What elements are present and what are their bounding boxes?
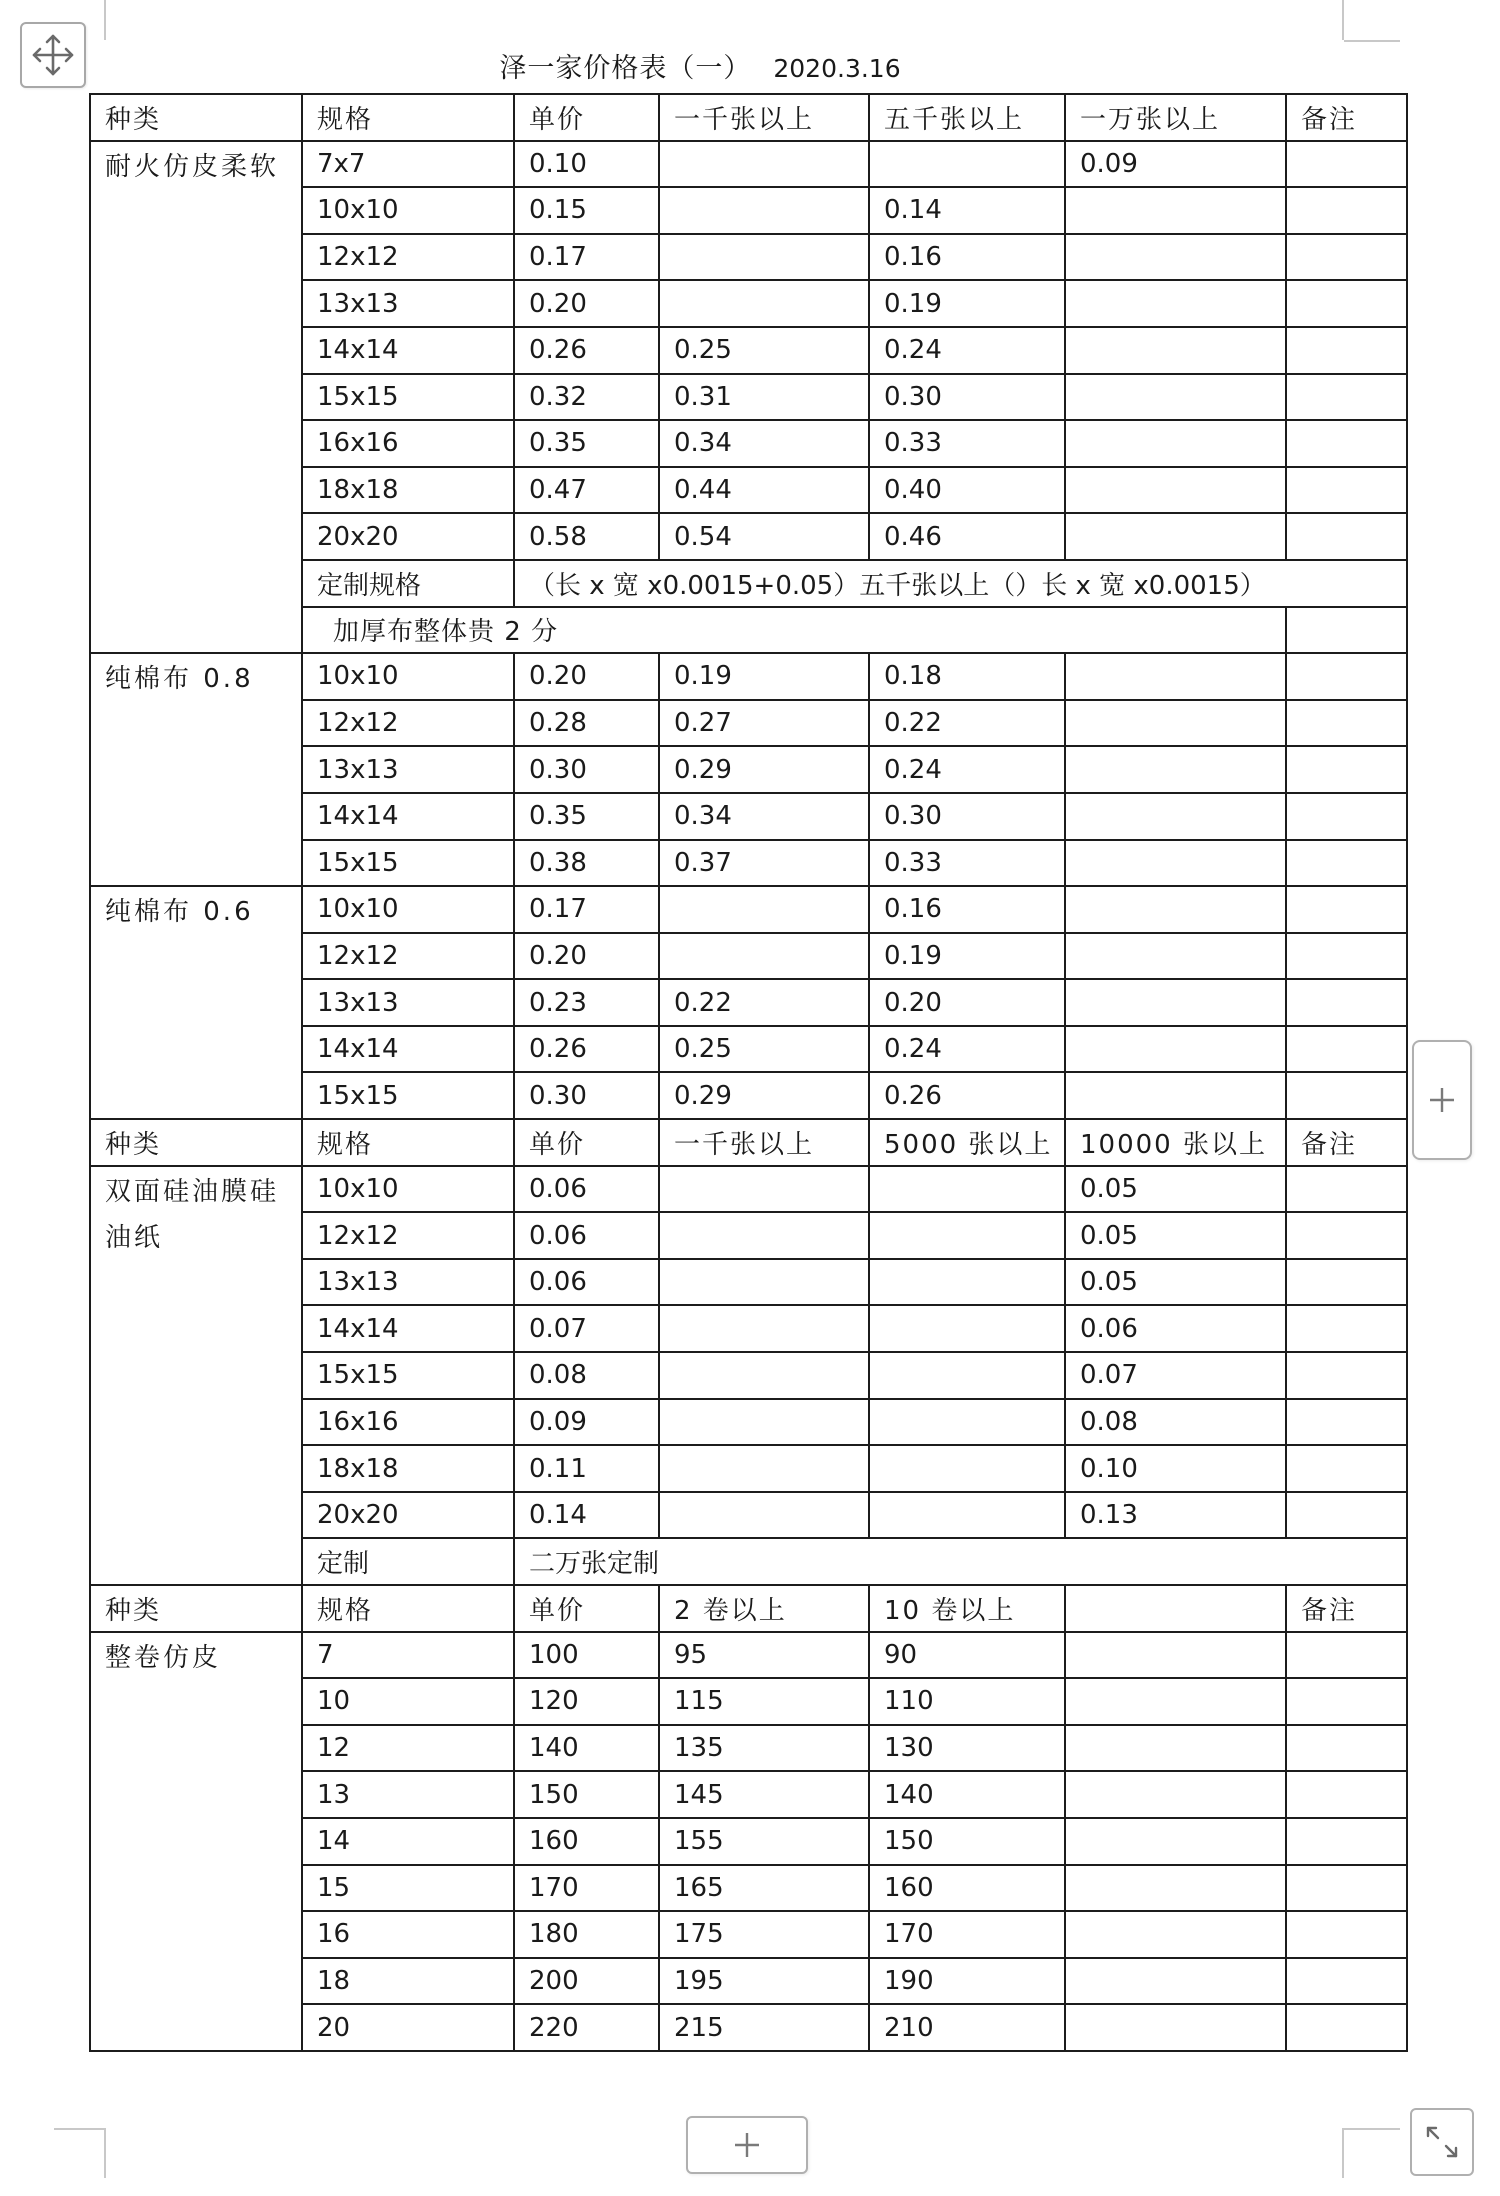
header-cell[interactable]: 10000 张以上: [1065, 1119, 1286, 1166]
table-cell[interactable]: 0.07: [514, 1305, 659, 1352]
table-cell[interactable]: [1286, 1771, 1407, 1818]
header-cell[interactable]: 10 卷以上: [869, 1585, 1065, 1632]
table-cell[interactable]: 12x12: [302, 234, 514, 281]
table-cell[interactable]: [1286, 141, 1407, 188]
crop-mark-bottom-left-v: [104, 2128, 106, 2178]
table-cell[interactable]: 0.05: [1065, 1166, 1286, 1213]
table-cell[interactable]: 140: [869, 1771, 1065, 1818]
table-resize-handle[interactable]: [1410, 2108, 1474, 2176]
table-cell[interactable]: 10x10: [302, 653, 514, 700]
table-cell[interactable]: [1065, 1771, 1286, 1818]
table-cell[interactable]: 0.46: [869, 513, 1065, 560]
table-cell[interactable]: 0.37: [659, 840, 869, 887]
table-cell[interactable]: 195: [659, 1958, 869, 2005]
table-cell[interactable]: [1065, 840, 1286, 887]
table-header-row: [90, 1585, 1407, 1632]
table-cell[interactable]: [1286, 746, 1407, 793]
table-cell[interactable]: 0.29: [659, 746, 869, 793]
table-cell[interactable]: 0.20: [514, 653, 659, 700]
table-cell[interactable]: [1286, 420, 1407, 467]
table-cell[interactable]: 0.22: [869, 700, 1065, 747]
table-cell[interactable]: 7x7: [302, 141, 514, 188]
note-cell[interactable]: 加厚布整体贵 2 分: [302, 607, 1286, 654]
table-cell[interactable]: 0.09: [514, 1399, 659, 1446]
table-cell[interactable]: [1286, 374, 1407, 421]
table-cell[interactable]: [659, 141, 869, 188]
table-cell[interactable]: [659, 1305, 869, 1352]
table-cell[interactable]: [1065, 979, 1286, 1026]
table-cell[interactable]: [869, 1212, 1065, 1259]
document-title: [0, 46, 1400, 85]
table-cell[interactable]: 170: [514, 1865, 659, 1912]
table-cell[interactable]: [1065, 513, 1286, 560]
table-cell[interactable]: 20x20: [302, 513, 514, 560]
table-cell[interactable]: [1065, 327, 1286, 374]
price-table-body: [90, 94, 1407, 2051]
category-cell[interactable]: 纯棉布 0.6: [90, 886, 302, 1119]
table-cell[interactable]: 0.08: [514, 1352, 659, 1399]
table-cell[interactable]: 0.30: [869, 793, 1065, 840]
table-cell[interactable]: 0.19: [869, 280, 1065, 327]
table-cell[interactable]: [659, 234, 869, 281]
table-cell[interactable]: [1065, 1072, 1286, 1119]
table-cell[interactable]: 190: [869, 1958, 1065, 2005]
table-cell[interactable]: 0.24: [869, 327, 1065, 374]
table-cell[interactable]: 0.14: [869, 187, 1065, 234]
table-cell[interactable]: 13x13: [302, 979, 514, 1026]
table-cell[interactable]: 0.35: [514, 420, 659, 467]
table-cell[interactable]: 0.22: [659, 979, 869, 1026]
table-cell[interactable]: 14x14: [302, 793, 514, 840]
header-cell[interactable]: 一千张以上: [659, 1119, 869, 1166]
table-cell[interactable]: 13x13: [302, 280, 514, 327]
table-cell[interactable]: [1286, 1212, 1407, 1259]
table-cell[interactable]: 16x16: [302, 1399, 514, 1446]
table-cell[interactable]: 115: [659, 1678, 869, 1725]
category-cell[interactable]: 耐火仿皮柔软: [90, 141, 302, 654]
table-row: [90, 1632, 1407, 1679]
table-cell[interactable]: 16x16: [302, 420, 514, 467]
table-row: [90, 886, 1407, 933]
table-cell[interactable]: [1065, 1678, 1286, 1725]
crop-mark-top-right-h: [1344, 40, 1400, 42]
table-cell[interactable]: 15x15: [302, 1072, 514, 1119]
plus-icon: [732, 2130, 762, 2160]
table-cell[interactable]: [1286, 1072, 1407, 1119]
table-cell[interactable]: 0.08: [1065, 1399, 1286, 1446]
table-cell[interactable]: 165: [659, 1865, 869, 1912]
table-cell[interactable]: [659, 1399, 869, 1446]
table-cell[interactable]: [1065, 1818, 1286, 1865]
table-cell[interactable]: 12x12: [302, 933, 514, 980]
table-cell[interactable]: 0.06: [514, 1259, 659, 1306]
crop-mark-top-right: [1342, 0, 1344, 40]
table-cell[interactable]: [1065, 2004, 1286, 2051]
table-cell[interactable]: 0.15: [514, 187, 659, 234]
table-cell[interactable]: 215: [659, 2004, 869, 2051]
table-cell[interactable]: [1065, 700, 1286, 747]
table-cell[interactable]: 95: [659, 1632, 869, 1679]
table-cell[interactable]: 0.06: [514, 1212, 659, 1259]
table-cell[interactable]: [1065, 653, 1286, 700]
title-date: 2020.3.16: [773, 54, 901, 83]
table-cell[interactable]: [869, 1399, 1065, 1446]
table-cell[interactable]: [1286, 933, 1407, 980]
table-cell[interactable]: 0.17: [514, 886, 659, 933]
table-cell[interactable]: 0.24: [869, 746, 1065, 793]
table-cell[interactable]: 0.25: [659, 1026, 869, 1073]
resize-diagonal-icon: [1420, 2120, 1464, 2164]
table-cell[interactable]: 10x10: [302, 886, 514, 933]
crop-mark-bottom-right-v: [1342, 2128, 1344, 2178]
table-cell[interactable]: [1286, 979, 1407, 1026]
table-cell[interactable]: [659, 1445, 869, 1492]
table-row: [90, 653, 1407, 700]
table-cell[interactable]: 135: [659, 1725, 869, 1772]
table-cell[interactable]: [1286, 467, 1407, 514]
table-cell[interactable]: [869, 1445, 1065, 1492]
table-cell[interactable]: 0.26: [514, 1026, 659, 1073]
header-cell[interactable]: 规格: [302, 1585, 514, 1632]
table-cell[interactable]: [1065, 933, 1286, 980]
header-cell[interactable]: 种类: [90, 94, 302, 141]
table-cell[interactable]: [1065, 1958, 1286, 2005]
table-cell[interactable]: 18: [302, 1958, 514, 2005]
table-cell[interactable]: [1065, 793, 1286, 840]
table-cell[interactable]: [1286, 1259, 1407, 1306]
header-cell[interactable]: 备注: [1286, 1585, 1407, 1632]
table-cell[interactable]: 0.19: [659, 653, 869, 700]
table-cell[interactable]: 0.34: [659, 793, 869, 840]
table-cell[interactable]: 0.23: [514, 979, 659, 1026]
plus-icon: [1427, 1085, 1457, 1115]
table-cell[interactable]: [1065, 1865, 1286, 1912]
table-cell[interactable]: [1286, 1026, 1407, 1073]
table-cell[interactable]: 200: [514, 1958, 659, 2005]
table-cell[interactable]: [1286, 280, 1407, 327]
table-cell[interactable]: [1286, 1445, 1407, 1492]
table-cell[interactable]: [659, 187, 869, 234]
table-cell[interactable]: 0.17: [514, 234, 659, 281]
table-cell[interactable]: 0.28: [514, 700, 659, 747]
table-cell[interactable]: [659, 1212, 869, 1259]
table-cell[interactable]: [1286, 1492, 1407, 1539]
table-cell[interactable]: 0.06: [514, 1166, 659, 1213]
table-cell[interactable]: [1286, 653, 1407, 700]
table-cell[interactable]: [1065, 467, 1286, 514]
table-cell[interactable]: 0.20: [514, 933, 659, 980]
category-cell[interactable]: 整卷仿皮: [90, 1632, 302, 2051]
table-cell[interactable]: [1065, 1725, 1286, 1772]
table-cell[interactable]: 13x13: [302, 1259, 514, 1306]
table-cell[interactable]: 120: [514, 1678, 659, 1725]
table-cell[interactable]: [659, 1352, 869, 1399]
table-header-row: [90, 1119, 1407, 1166]
crop-mark-top-left: [96, 0, 106, 40]
table-cell[interactable]: 0.26: [514, 327, 659, 374]
title-text: 泽一家价格表（一）: [499, 53, 752, 84]
header-cell[interactable]: 规格: [302, 1119, 514, 1166]
table-cell[interactable]: [1286, 1399, 1407, 1446]
table-cell[interactable]: 0.33: [869, 840, 1065, 887]
table-cell[interactable]: 0.06: [1065, 1305, 1286, 1352]
table-cell[interactable]: [1286, 1725, 1407, 1772]
table-cell[interactable]: [1065, 280, 1286, 327]
table-cell[interactable]: 0.32: [514, 374, 659, 421]
table-cell[interactable]: [1286, 1865, 1407, 1912]
table-cell[interactable]: 0.38: [514, 840, 659, 887]
crop-mark-bottom-right: [1344, 2128, 1400, 2130]
table-cell[interactable]: 7: [302, 1632, 514, 1679]
table-cell[interactable]: [1286, 1166, 1407, 1213]
table-cell[interactable]: 0.24: [869, 1026, 1065, 1073]
table-cell[interactable]: 110: [869, 1678, 1065, 1725]
table-cell[interactable]: [1286, 840, 1407, 887]
table-cell[interactable]: [1286, 187, 1407, 234]
table-cell[interactable]: 0.11: [514, 1445, 659, 1492]
header-cell[interactable]: 备注: [1286, 1119, 1407, 1166]
table-cell[interactable]: 0.35: [514, 793, 659, 840]
table-cell[interactable]: 16: [302, 1911, 514, 1958]
table-cell[interactable]: [1286, 886, 1407, 933]
table-cell[interactable]: 20: [302, 2004, 514, 2051]
table-cell[interactable]: [1065, 234, 1286, 281]
header-cell[interactable]: 种类: [90, 1585, 302, 1632]
table-cell[interactable]: [1286, 234, 1407, 281]
header-cell[interactable]: 2 卷以上: [659, 1585, 869, 1632]
table-cell[interactable]: 150: [869, 1818, 1065, 1865]
table-cell[interactable]: [1065, 1632, 1286, 1679]
table-cell[interactable]: 0.09: [1065, 141, 1286, 188]
add-column-button[interactable]: [1412, 1040, 1472, 1160]
header-cell[interactable]: 单价: [514, 1585, 659, 1632]
table-cell[interactable]: 210: [869, 2004, 1065, 2051]
table-row: [90, 1166, 1407, 1213]
table-cell[interactable]: 14x14: [302, 327, 514, 374]
table-cell[interactable]: 0.30: [869, 374, 1065, 421]
table-cell[interactable]: [1286, 1632, 1407, 1679]
table-row: [90, 141, 1407, 188]
table-cell[interactable]: [1065, 1911, 1286, 1958]
custom-label-cell[interactable]: 定制: [302, 1538, 514, 1585]
table-cell[interactable]: 0.44: [659, 467, 869, 514]
table-cell[interactable]: 15x15: [302, 374, 514, 421]
custom-text-cell[interactable]: 二万张定制: [514, 1538, 1407, 1585]
header-cell[interactable]: 一千张以上: [659, 94, 869, 141]
custom-label-cell[interactable]: 定制规格: [302, 560, 514, 607]
table-cell[interactable]: 0.10: [1065, 1445, 1286, 1492]
category-cell[interactable]: 双面硅油膜硅油纸: [90, 1166, 302, 1585]
table-cell[interactable]: [1065, 886, 1286, 933]
table-cell[interactable]: 0.26: [869, 1072, 1065, 1119]
header-cell[interactable]: 五千张以上: [869, 94, 1065, 141]
table-cell[interactable]: 0.16: [869, 886, 1065, 933]
table-cell[interactable]: [1286, 327, 1407, 374]
table-cell[interactable]: [869, 1492, 1065, 1539]
table-cell[interactable]: [869, 1305, 1065, 1352]
table-cell[interactable]: [659, 280, 869, 327]
category-cell[interactable]: 纯棉布 0.8: [90, 653, 302, 886]
table-cell[interactable]: 0.47: [514, 467, 659, 514]
table-cell[interactable]: 13: [302, 1771, 514, 1818]
table-cell[interactable]: 220: [514, 2004, 659, 2051]
table-cell[interactable]: 13x13: [302, 746, 514, 793]
table-cell[interactable]: [1065, 746, 1286, 793]
table-cell[interactable]: 0.58: [514, 513, 659, 560]
table-cell[interactable]: 14x14: [302, 1305, 514, 1352]
price-table: [89, 93, 1408, 2052]
table-cell[interactable]: 12x12: [302, 1212, 514, 1259]
table-cell[interactable]: 0.25: [659, 327, 869, 374]
table-cell[interactable]: 14: [302, 1818, 514, 1865]
table-cell[interactable]: [1065, 1026, 1286, 1073]
table-cell[interactable]: [1286, 1305, 1407, 1352]
table-cell[interactable]: 10x10: [302, 1166, 514, 1213]
table-cell[interactable]: [1286, 2004, 1407, 2051]
table-cell[interactable]: 0.05: [1065, 1212, 1286, 1259]
table-cell[interactable]: [659, 886, 869, 933]
table-cell[interactable]: [869, 1166, 1065, 1213]
table-header-row: [90, 94, 1407, 141]
table-cell[interactable]: 145: [659, 1771, 869, 1818]
table-cell[interactable]: 160: [514, 1818, 659, 1865]
table-cell[interactable]: [1286, 607, 1407, 654]
table-cell[interactable]: [1065, 420, 1286, 467]
table-cell[interactable]: 0.19: [869, 933, 1065, 980]
table-cell[interactable]: 0.54: [659, 513, 869, 560]
header-cell[interactable]: 5000 张以上: [869, 1119, 1065, 1166]
table-cell[interactable]: 170: [869, 1911, 1065, 1958]
table-cell[interactable]: [1065, 187, 1286, 234]
table-cell[interactable]: 18x18: [302, 467, 514, 514]
table-cell[interactable]: 10: [302, 1678, 514, 1725]
header-cell[interactable]: 一万张以上: [1065, 94, 1286, 141]
table-cell[interactable]: 0.14: [514, 1492, 659, 1539]
table-cell[interactable]: [659, 1166, 869, 1213]
crop-mark-bottom-left: [54, 2128, 104, 2130]
table-cell[interactable]: 15x15: [302, 1352, 514, 1399]
table-cell[interactable]: 0.13: [1065, 1492, 1286, 1539]
table-cell[interactable]: 100: [514, 1632, 659, 1679]
table-cell[interactable]: 130: [869, 1725, 1065, 1772]
header-cell[interactable]: 单价: [514, 1119, 659, 1166]
table-cell[interactable]: [659, 1492, 869, 1539]
table-cell[interactable]: 90: [869, 1632, 1065, 1679]
table-cell[interactable]: [1286, 1818, 1407, 1865]
table-cell[interactable]: [1286, 1911, 1407, 1958]
table-cell[interactable]: [869, 1352, 1065, 1399]
custom-text-cell[interactable]: （长 x 宽 x0.0015+0.05）五千张以上（）长 x 宽 x0.0015）: [514, 560, 1407, 607]
table-cell[interactable]: [659, 1259, 869, 1306]
header-cell[interactable]: [1065, 1585, 1286, 1632]
table-cell[interactable]: 0.30: [514, 746, 659, 793]
table-cell[interactable]: [1286, 1958, 1407, 2005]
table-cell[interactable]: 15x15: [302, 840, 514, 887]
header-cell[interactable]: 单价: [514, 94, 659, 141]
table-cell[interactable]: [1286, 700, 1407, 747]
table-cell[interactable]: 15: [302, 1865, 514, 1912]
table-cell[interactable]: 14x14: [302, 1026, 514, 1073]
table-cell[interactable]: [1286, 793, 1407, 840]
table-cell[interactable]: 160: [869, 1865, 1065, 1912]
table-cell[interactable]: 155: [659, 1818, 869, 1865]
table-cell[interactable]: 0.10: [514, 141, 659, 188]
table-cell[interactable]: [869, 1259, 1065, 1306]
header-cell[interactable]: 备注: [1286, 94, 1407, 141]
table-cell[interactable]: 175: [659, 1911, 869, 1958]
table-cell[interactable]: 0.18: [869, 653, 1065, 700]
table-cell[interactable]: 0.05: [1065, 1259, 1286, 1306]
table-cell[interactable]: 0.07: [1065, 1352, 1286, 1399]
table-cell[interactable]: 0.29: [659, 1072, 869, 1119]
table-cell[interactable]: [659, 933, 869, 980]
table-cell[interactable]: 0.30: [514, 1072, 659, 1119]
header-cell[interactable]: 规格: [302, 94, 514, 141]
table-cell[interactable]: 0.31: [659, 374, 869, 421]
table-cell[interactable]: 0.20: [869, 979, 1065, 1026]
header-cell[interactable]: 种类: [90, 1119, 302, 1166]
table-cell[interactable]: [1065, 374, 1286, 421]
table-cell[interactable]: 0.16: [869, 234, 1065, 281]
table-cell[interactable]: 20x20: [302, 1492, 514, 1539]
table-cell[interactable]: [1286, 513, 1407, 560]
table-cell[interactable]: 0.27: [659, 700, 869, 747]
table-cell[interactable]: 18x18: [302, 1445, 514, 1492]
table-cell[interactable]: 0.34: [659, 420, 869, 467]
table-cell[interactable]: 0.40: [869, 467, 1065, 514]
table-cell[interactable]: 180: [514, 1911, 659, 1958]
table-cell[interactable]: 0.20: [514, 280, 659, 327]
table-cell[interactable]: [1286, 1678, 1407, 1725]
table-cell[interactable]: [1286, 1352, 1407, 1399]
table-cell[interactable]: [869, 141, 1065, 188]
table-cell[interactable]: 12x12: [302, 700, 514, 747]
table-cell[interactable]: 12: [302, 1725, 514, 1772]
table-cell[interactable]: 0.33: [869, 420, 1065, 467]
table-cell[interactable]: 150: [514, 1771, 659, 1818]
table-cell[interactable]: 10x10: [302, 187, 514, 234]
table-cell[interactable]: 140: [514, 1725, 659, 1772]
add-row-button[interactable]: [686, 2116, 808, 2174]
